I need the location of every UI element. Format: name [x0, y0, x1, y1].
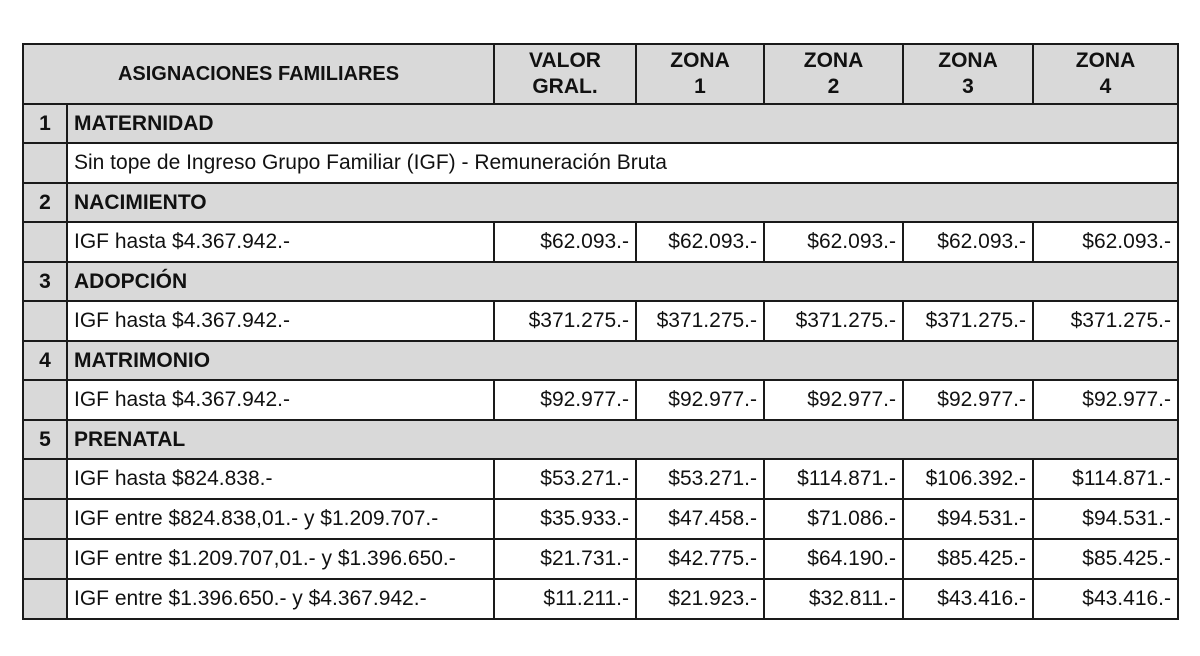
row-gutter	[23, 499, 67, 539]
table-row	[23, 380, 1178, 420]
section-number: 5	[23, 420, 67, 459]
section-number: 4	[23, 341, 67, 380]
section-number: 2	[23, 183, 67, 222]
section-row-maternidad	[23, 104, 1178, 143]
header-col-line1: VALOR	[529, 49, 601, 72]
header-col-line2: 2	[827, 75, 840, 98]
value-valor-gral: $21.731.-	[494, 539, 636, 579]
value-zona-2: $92.977.-	[764, 380, 903, 420]
table-row	[23, 222, 1178, 262]
value-zona-3: $94.531.-	[903, 499, 1033, 539]
value-zona-4: $94.531.-	[1033, 499, 1178, 539]
header-col-line2: 1	[694, 75, 706, 98]
value-valor-gral: $371.275.-	[494, 301, 636, 341]
value-valor-gral: $62.093.-	[494, 222, 636, 262]
value-zona-2: $114.871.-	[764, 459, 903, 499]
header-col-line1: ZONA	[803, 49, 864, 72]
table-row	[23, 579, 1178, 619]
value-zona-3: $62.093.-	[903, 222, 1033, 262]
value-zona-2: $62.093.-	[764, 222, 903, 262]
row-gutter	[23, 222, 67, 262]
asignaciones-table	[22, 43, 1179, 620]
header-col-zona-1	[636, 44, 764, 104]
value-zona-3: $371.275.-	[903, 301, 1033, 341]
value-zona-4: $92.977.-	[1033, 380, 1178, 420]
table-row	[23, 499, 1178, 539]
maternidad-note: Sin tope de Ingreso Grupo Familiar (IGF) - Remuneración Bruta	[67, 143, 1178, 183]
value-zona-4: $114.871.-	[1033, 459, 1178, 499]
value-zona-2: $32.811.-	[764, 579, 903, 619]
section-row-prenatal	[23, 420, 1178, 459]
row-description: IGF hasta $4.367.942.-	[67, 222, 494, 262]
value-zona-1: $42.775.-	[636, 539, 764, 579]
row-gutter	[23, 579, 67, 619]
value-valor-gral: $35.933.-	[494, 499, 636, 539]
header-col-valor-gral	[494, 44, 636, 104]
table-row	[23, 459, 1178, 499]
value-zona-1: $92.977.-	[636, 380, 764, 420]
row-gutter	[23, 301, 67, 341]
value-zona-4: $371.275.-	[1033, 301, 1178, 341]
section-name: MATERNIDAD	[67, 104, 1178, 143]
section-name: NACIMIENTO	[67, 183, 1178, 222]
header-col-line1: ZONA	[670, 49, 730, 72]
row-description: IGF entre $824.838,01.- y $1.209.707.-	[67, 499, 494, 539]
header-col-zona-3	[903, 44, 1033, 104]
row-description: IGF hasta $4.367.942.-	[67, 380, 494, 420]
value-zona-3: $43.416.-	[903, 579, 1033, 619]
header-col-line2: 3	[962, 75, 974, 98]
header-col-zona-4	[1033, 44, 1178, 104]
section-row-adopcion	[23, 262, 1178, 301]
row-description: IGF hasta $824.838.-	[67, 459, 494, 499]
section-row-nacimiento	[23, 183, 1178, 222]
header-col-line1: ZONA	[938, 49, 998, 72]
header-col-line1: ZONA	[1075, 49, 1136, 72]
value-zona-1: $53.271.-	[636, 459, 764, 499]
header-title: ASIGNACIONES FAMILIARES	[23, 44, 494, 104]
value-zona-1: $62.093.-	[636, 222, 764, 262]
value-zona-4: $62.093.-	[1033, 222, 1178, 262]
section-number: 1	[23, 104, 67, 143]
row-gutter	[23, 380, 67, 420]
value-zona-1: $47.458.-	[636, 499, 764, 539]
header-col-zona-2	[764, 44, 903, 104]
value-zona-4: $85.425.-	[1033, 539, 1178, 579]
row-gutter	[23, 459, 67, 499]
value-zona-3: $85.425.-	[903, 539, 1033, 579]
section-name: MATRIMONIO	[67, 341, 1178, 380]
value-valor-gral: $53.271.-	[494, 459, 636, 499]
row-description: IGF entre $1.209.707,01.- y $1.396.650.-	[67, 539, 494, 579]
row-gutter	[23, 539, 67, 579]
header-row	[23, 44, 1178, 104]
value-zona-1: $371.275.-	[636, 301, 764, 341]
value-zona-2: $71.086.-	[764, 499, 903, 539]
row-description: IGF hasta $4.367.942.-	[67, 301, 494, 341]
table-row	[23, 301, 1178, 341]
section-name: PRENATAL	[67, 420, 1178, 459]
table-row	[23, 539, 1178, 579]
section-name: ADOPCIÓN	[67, 262, 1178, 301]
value-zona-3: $106.392.-	[903, 459, 1033, 499]
row-gutter	[23, 143, 67, 183]
value-zona-2: $371.275.-	[764, 301, 903, 341]
value-zona-1: $21.923.-	[636, 579, 764, 619]
value-valor-gral: $11.211.-	[494, 579, 636, 619]
section-row-matrimonio	[23, 341, 1178, 380]
value-valor-gral: $92.977.-	[494, 380, 636, 420]
header-col-line2: 4	[1099, 75, 1112, 98]
value-zona-4: $43.416.-	[1033, 579, 1178, 619]
row-description: IGF entre $1.396.650.- y $4.367.942.-	[67, 579, 494, 619]
value-zona-3: $92.977.-	[903, 380, 1033, 420]
header-col-line2: GRAL.	[532, 75, 598, 98]
maternidad-note-row	[23, 143, 1178, 183]
section-number: 3	[23, 262, 67, 301]
value-zona-2: $64.190.-	[764, 539, 903, 579]
